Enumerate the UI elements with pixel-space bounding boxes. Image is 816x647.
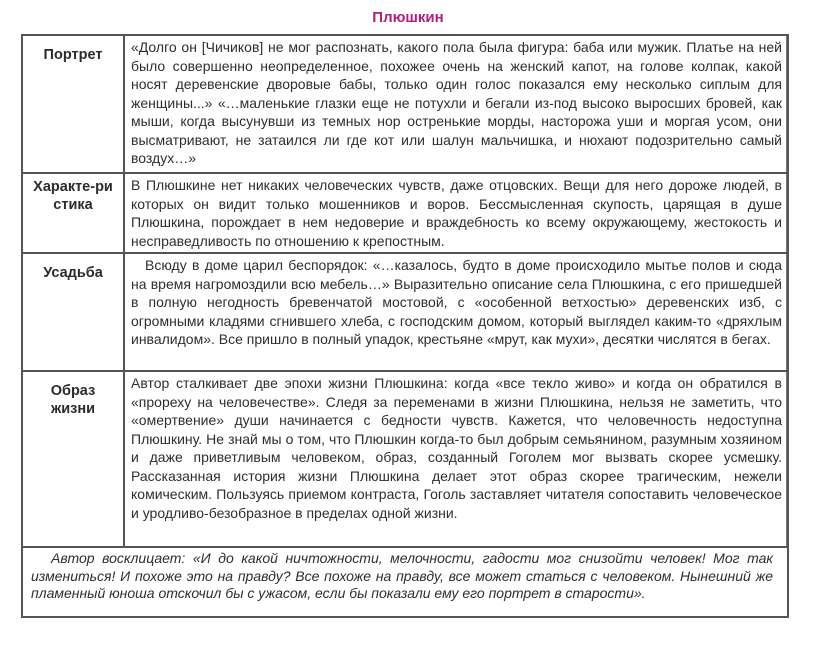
page-title: Плюшкин bbox=[372, 9, 444, 26]
table-row-characteristic bbox=[23, 174, 787, 252]
author-quote: Автор восклицает: «И до какой ничтожности, мелочности, гадости мог снизойти человек! Мог так измениться! И похоже это на правду? Все похоже на правду, все может статься с человеком. Нынешний же пламенный юноша отскочил бы с ужасом, если бы показали ему его портрет в старости». bbox=[31, 550, 773, 601]
character-table bbox=[21, 34, 789, 618]
row-label-lifestyle bbox=[23, 382, 123, 418]
row-text-lifestyle: Автор сталкивает две эпохи жизни Плюшкина: когда «все текло живо» и когда он обратился в «прореху на человечестве». Следя за переменами в жизни Плюшкина, нельзя не заметить, что «омертвение» души начинается с бедности чувств. Кажется, что человечность недоступна Плюшкину. Не знай мы о том, что Плюшкин когда-то был добрым семьянином, разумным хозяином и даже приветливым человеком, образ, созданный Гоголем мог вызвать скорее усмешку. Рассказанная история жизни Плюшкина делает этот образ скорее трагическим, нежели комическим. Пользуясь приемом контраста, Гоголь заставляет читателя сопоставить человеческое и уродливо-безобразное в пределах одной жизни. bbox=[123, 372, 787, 546]
table-row-portrait bbox=[23, 36, 787, 172]
row-text-portrait: «Долго он [Чичиков] не мог распознать, какого пола была фигура: баба или мужик. Платье на ней было совершенно неопределенное, похожее очень на женский капот, на голове колпак, какой носят деревенские дворовые бабы, только один голос показался ему несколько сиплым для женщины...» «…маленькие глазки еще не потухли и бегали из-под высоко выросших бровей, как мыши, когда высунувши из темных нор остренькие морды, насторожа уши и моргая усом, они высматривают, не затаился ли где кот или шалун мальчишка, и нюхают подозрительно самый воздух…» bbox=[123, 36, 787, 172]
row-label-characteristic bbox=[23, 178, 123, 214]
row-text-estate: Всюду в доме царил беспорядок: «…казалось, будто в доме происходило мытье полов и сюда на время нагромоздили всю мебель…» Выразительно описание села Плюшкина, с его пришедшей в полную негодность бревенчатой мостовой, с «особенной ветхостью» деревенских изб, с огромными кладями сгнившего хлеба, с господским домом, который выглядел каким-то «дряхлым инвалидом». Все пришло в полный упадок, крестьяне «мрут, как мухи», десятки числятся в бегах. bbox=[123, 254, 787, 370]
table-row-estate bbox=[23, 254, 787, 370]
row-label-characteristic-text: Характе-ристика bbox=[33, 179, 113, 213]
table-row-lifestyle bbox=[23, 372, 787, 546]
row-text-characteristic: В Плюшкине нет никаких человеческих чувств, даже отцовских. Вещи для него дороже людей, в которых он видит только мошенников и воров. Бессмысленная скупость, царящая в душе Плюшкина, порождает в нем недоверие и враждебность ко всему окружающему, жестокость и несправедливость по отношению к крепостным. bbox=[123, 174, 787, 252]
row-label-estate: Усадьба bbox=[43, 265, 103, 281]
row-label-lifestyle-text: Образ жизни bbox=[50, 383, 96, 417]
row-label-portrait: Портрет bbox=[43, 47, 103, 63]
